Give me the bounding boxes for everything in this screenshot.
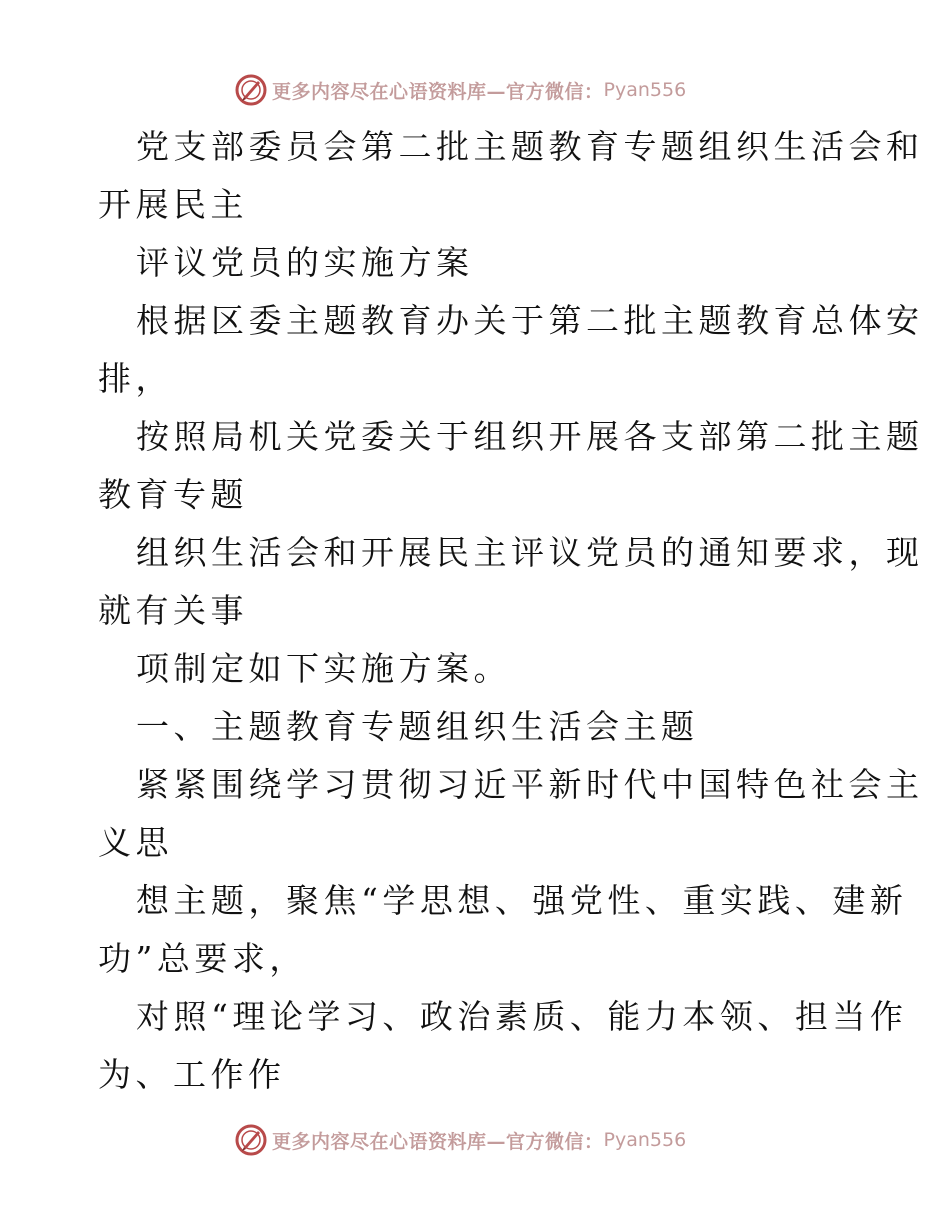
banner-contact: Pyan556 bbox=[603, 1129, 687, 1151]
text-line: 就有关事 bbox=[98, 591, 248, 630]
text-line: 排， bbox=[98, 359, 173, 398]
text-line: 评议党员的实施方案 bbox=[136, 243, 474, 282]
header-watermark-banner bbox=[234, 72, 686, 108]
banner-text: 更多内容尽在心语资料库—官方微信： bbox=[272, 80, 604, 103]
document-body bbox=[98, 118, 924, 1104]
text-line: 教育专题 bbox=[98, 475, 248, 514]
text-line: 义思 bbox=[98, 823, 173, 862]
text-line: 紧紧围绕学习贯彻习近平新时代中国特色社会主 bbox=[136, 765, 924, 804]
quill-pen-logo-icon bbox=[234, 1123, 268, 1157]
text-line: 根据区委主题教育办关于第二批主题教育总体安 bbox=[136, 301, 924, 340]
text-line: 项制定如下实施方案。 bbox=[136, 649, 511, 688]
text-line: 对照“理论学习、政治素质、能力本领、担当作 bbox=[136, 997, 908, 1036]
text-line: 党支部委员会第二批主题教育专题组织生活会和 bbox=[136, 127, 924, 166]
section-heading: 一、主题教育专题组织生活会主题 bbox=[136, 707, 699, 746]
text-line: 想主题，聚焦“学思想、强党性、重实践、建新 bbox=[136, 881, 908, 920]
text-line: 为、工作作 bbox=[98, 1055, 286, 1094]
banner-text: 更多内容尽在心语资料库—官方微信： bbox=[272, 1130, 604, 1153]
banner-contact: Pyan556 bbox=[603, 79, 687, 101]
text-line: 开展民主 bbox=[98, 185, 248, 224]
footer-watermark-banner bbox=[234, 1122, 686, 1158]
quill-pen-logo-icon bbox=[234, 73, 268, 107]
text-line: 按照局机关党委关于组织开展各支部第二批主题 bbox=[136, 417, 924, 456]
text-line: 组织生活会和开展民主评议党员的通知要求，现 bbox=[136, 533, 924, 572]
text-line: 功”总要求， bbox=[98, 939, 307, 978]
